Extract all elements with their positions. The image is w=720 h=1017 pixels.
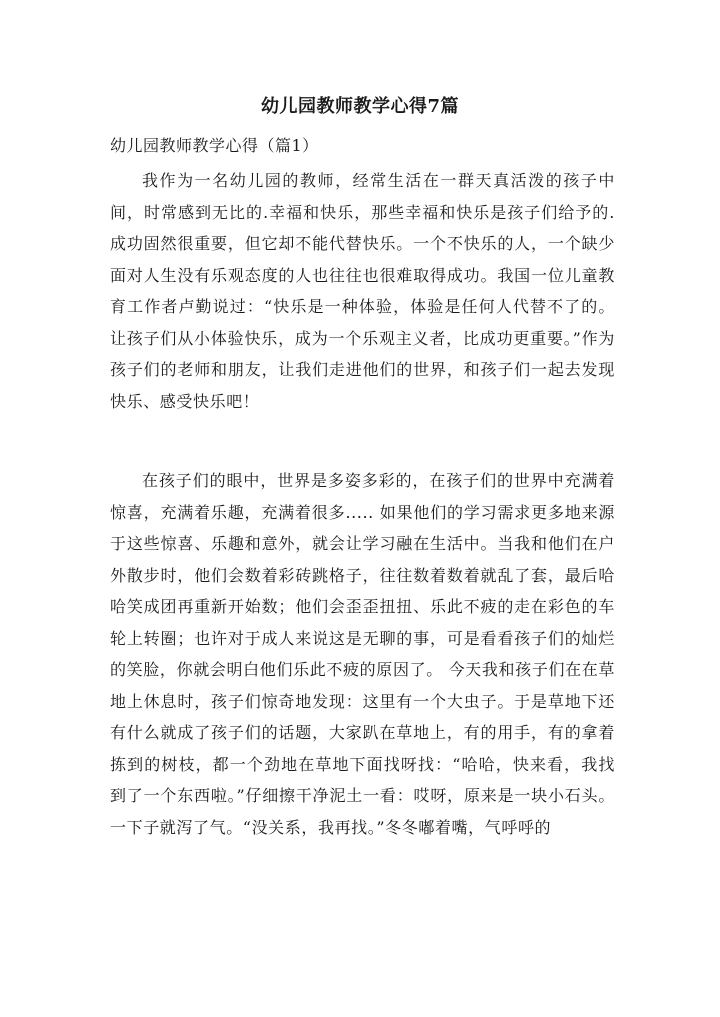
section-heading: 幼儿园教师教学心得（篇1）	[110, 136, 319, 155]
paragraph-2: 在孩子们的眼中，世界是多姿多彩的，在孩子们的世界中充满着惊喜，充满着乐趣，充满着很多..... 如果他们的学习需求更多地来源于这些惊喜、乐趣和意外，就会让学习融在生活中。当我和他们在户外散步时，他们会数着彩砖跳格子，往往数着数着就乱了套，最后哈哈笑成团再重新开始数；他们会歪歪扭扭、乐此不疲的走在彩色的车轮上转圈；也许对于成人来说这是无聊的事，可是看看孩子们的灿烂的笑脸，你就会明白他们乐此不疲的原因了。 今天我和孩子们在在草地上休息时，孩子们惊奇地发现：这里有一个大虫子。于是草地下还有什么就成了孩子们的话题，大家趴在草地上，有的用手，有的拿着拣到的树枝，都一个劲地在草地下面找呀找：“哈哈，快来看，我找到了一个东西啦。”仔细擦干净泥土一看：哎呀，原来是一块小石头。一下子就泻了气。“没关系，我再找。”冬冬嘟着嘴，气呼呼的	[110, 471, 615, 837]
paragraph-1: 我作为一名幼儿园的教师，经常生活在一群天真活泼的孩子中间，时常感到无比的.幸福和快乐，那些幸福和快乐是孩子们给予的. 成功固然很重要，但它却不能代替快乐。一个不快乐的人，一个缺少面对人生没有乐观态度的人也往往也很难取得成功。我国一位儿童教育工作者卢勤说过：“快乐是一种体验，体验是任何人代替不了的。让孩子们从小体验快乐，成为一个乐观主义者，比成功更重要。”作为孩子们的老师和朋友，让我们走进他们的世界，和孩子们一起去发现快乐、感受快乐吧！	[110, 171, 615, 411]
document-title: 幼儿园教师教学心得7篇	[260, 96, 460, 117]
